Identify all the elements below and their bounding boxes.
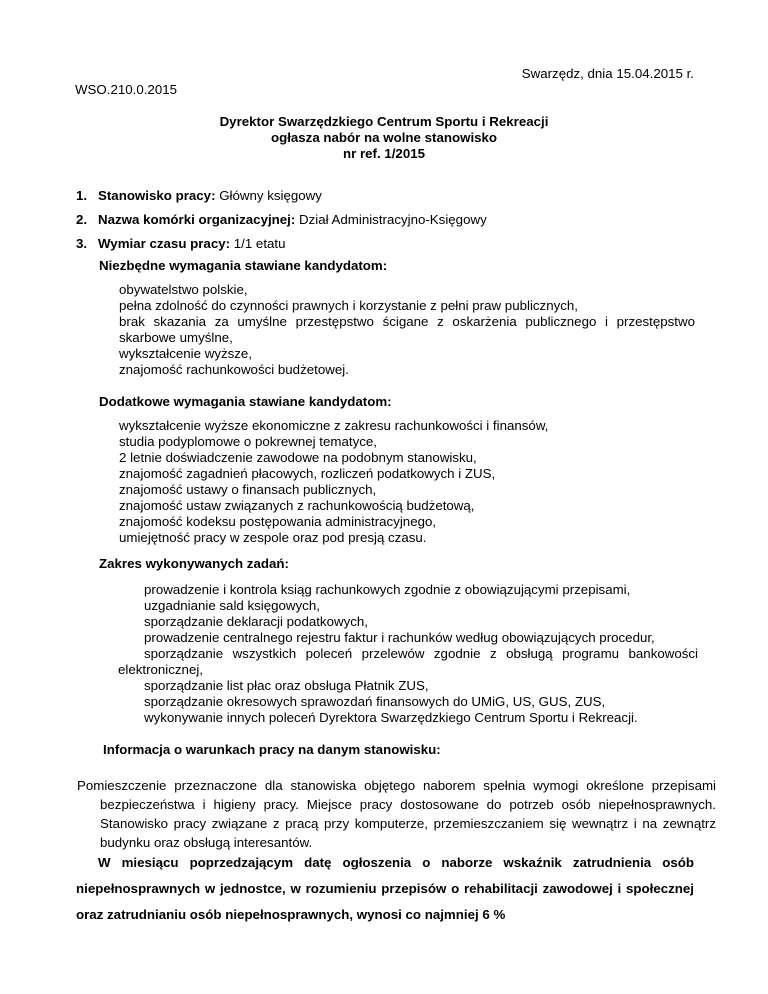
list-item: prowadzenie i kontrola ksiąg rachunkowych zgodnie z obowiązującymi przepisami, — [144, 582, 631, 597]
additional-heading: Dodatkowe wymagania stawiane kandydatom: — [99, 394, 392, 409]
numbered-item-1 — [76, 188, 322, 204]
list-item: umiejętność pracy w zespole oraz pod presją czasu. — [119, 530, 427, 545]
list-item: sporządzanie list płac oraz obsługa Płatnik ZUS, — [144, 678, 429, 693]
list-item: wykonywanie innych poleceń Dyrektora Swarzędzkiego Centrum Sportu i Rekreacji. — [144, 710, 638, 725]
item-value: Główny księgowy — [219, 188, 322, 203]
list-item: sporządzanie deklaracji podatkowych, — [144, 614, 368, 629]
list-item: pełna zdolność do czynności prawnych i korzystanie z pełni praw publicznych, — [119, 298, 578, 313]
list-item: prowadzenie centralnego rejestru faktur i rachunków według obowiązujących procedur, — [144, 630, 655, 645]
list-item-continuation: elektronicznej, — [118, 662, 203, 677]
item-number: 1. — [76, 188, 88, 203]
additional-list — [119, 418, 699, 546]
list-item: znajomość zagadnień płacowych, rozliczeń podatkowych i ZUS, — [119, 466, 496, 481]
item-label: Wymiar czasu pracy: — [98, 236, 231, 251]
list-item: znajomość kodeksu postępowania administracyjnego, — [119, 514, 437, 529]
list-item: wykształcenie wyższe, — [119, 346, 253, 361]
list-item: wykształcenie wyższe ekonomiczne z zakresu rachunkowości i finansów, — [119, 418, 549, 433]
announcement-title — [0, 114, 768, 162]
list-item: 2 letnie doświadczenie zawodowe na podobnym stanowisku, — [119, 450, 477, 465]
item-number: 3. — [76, 236, 88, 251]
list-item: sporządzanie okresowych sprawozdań finansowych do UMiG, US, GUS, ZUS, — [144, 694, 606, 709]
list-item: uzgadnianie sald księgowych, — [144, 598, 320, 613]
item-value: Dział Administracyjno-Księgowy — [299, 212, 487, 227]
title-line-2: ogłasza nabór na wolne stanowisko — [270, 130, 498, 145]
item-value: 1/1 etatu — [233, 236, 286, 251]
item-label: Nazwa komórki organizacyjnej: — [98, 212, 296, 227]
tasks-heading: Zakres wykonywanych zadań: — [99, 556, 289, 571]
list-item: znajomość rachunkowości budżetowej. — [119, 362, 349, 377]
place-and-date: Swarzędz, dnia 15.04.2015 r. — [521, 66, 694, 81]
conditions-heading: Informacja o warunkach pracy na danym stanowisku: — [103, 742, 441, 757]
list-item: obywatelstwo polskie, — [119, 282, 248, 297]
list-item: sporządzanie wszystkich poleceń przelewów zgodnie z obsługą programu bankowości — [144, 646, 698, 661]
item-label: Stanowisko pracy: — [98, 188, 216, 203]
list-item: znajomość ustawy o finansach publicznych, — [119, 482, 377, 497]
item-number: 2. — [76, 212, 88, 227]
title-line-1: Dyrektor Swarzędzkiego Centrum Sportu i Rekreacji — [219, 114, 549, 129]
required-list — [119, 282, 695, 378]
numbered-item-2 — [76, 212, 487, 228]
required-heading: Niezbędne wymagania stawiane kandydatom: — [99, 258, 388, 273]
list-item: brak skazania za umyślne przestępstwo ścigane z oskarżenia publicznego i przestępstwo skarbowe umyślne, — [119, 314, 695, 345]
list-item: studia podyplomowe o pokrewnej tematyce, — [119, 434, 377, 449]
employment-indicator-paragraph: W miesiącu poprzedzającym datę ogłoszenia o naborze wskaźnik zatrudnienia osób niepełnosprawnych w jednostce, w rozumieniu przepisów o rehabilitacji zawodowej i społecznej oraz zatrudnianiu osób niepełnosprawnych, wynosi co najmniej 6 % — [76, 855, 694, 922]
tasks-list — [118, 582, 698, 726]
title-line-3: nr ref. 1/2015 — [342, 146, 426, 161]
list-item: znajomość ustaw związanych z rachunkowością budżetową, — [119, 498, 475, 513]
conditions-paragraph: Pomieszczenie przeznaczone dla stanowiska objętego naborem spełnia wymogi określone przepisami bezpieczeństwa i higieny pracy. Miejsce pracy dostosowane do potrzeb osób niepełnosprawnych. Stanowisko pracy związane z pracą przy komputerze, przemieszczaniem się wewnątrz i na zewnątrz budynku oraz obsługą interesantów. — [77, 778, 716, 850]
numbered-item-3 — [76, 236, 286, 252]
reference-code: WSO.210.0.2015 — [75, 82, 178, 97]
